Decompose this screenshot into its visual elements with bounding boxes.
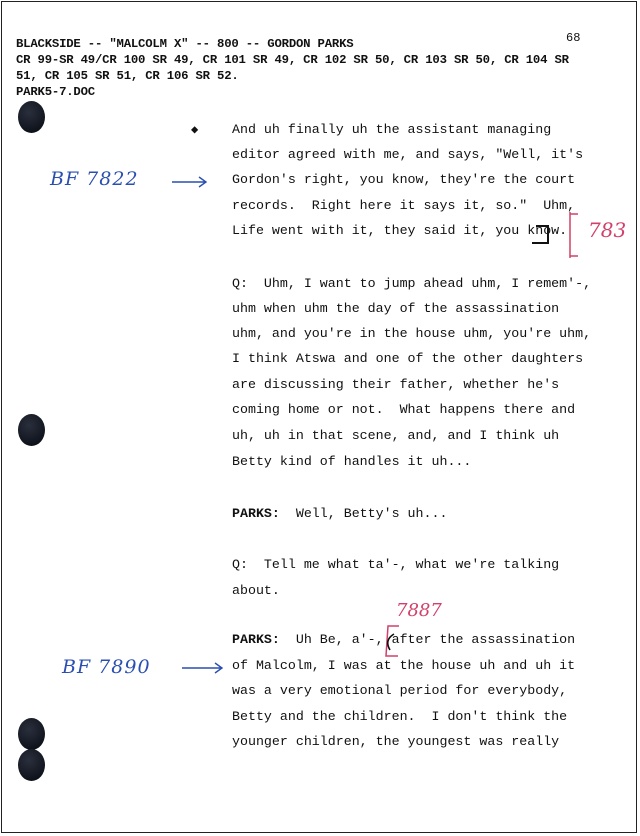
transcript-line: uh, uh in that scene, and, and I think uh [232, 428, 560, 443]
margin-note-bf-7890: BF 7890 [62, 656, 151, 678]
transcript-line: younger children, the youngest was really [232, 734, 560, 749]
header-cr-line-2: 51, CR 105 SR 51, CR 106 SR 52. [16, 69, 239, 83]
transcript-text: Uhm, I want to jump ahead uhm, I remem'-, [247, 276, 592, 291]
page-number: 68 [566, 31, 581, 45]
transcript-line: records. Right here it says it, so." Uhm, [232, 198, 576, 213]
start-bracket-mark [388, 634, 394, 650]
timecode-note-783: 783 [588, 218, 627, 242]
margin-note-bf-7822: BF 7822 [50, 168, 139, 190]
transcript-text: Well, Betty's uh... [279, 506, 448, 521]
speaker-label-parks: PARKS: [232, 632, 280, 647]
transcript-line: uhm when uhm the day of the assassination [232, 301, 560, 316]
transcript-line: uhm, and you're in the house uhm, you're uhm, [232, 326, 592, 341]
red-bracket-mark [570, 212, 578, 258]
speaker-label-parks: PARKS: [232, 506, 280, 521]
transcript-line: Life went with it, they said it, you know. [232, 223, 568, 238]
transcript-line: was a very emotional period for everybody, [232, 683, 568, 698]
transcript-line: And uh finally uh the assistant managing [232, 122, 552, 137]
timecode-note-7887: 7887 [396, 600, 442, 621]
header-filename: PARK5-7.DOC [16, 85, 95, 99]
arrow-right-icon [182, 663, 222, 673]
transcript-line: Betty and the children. I don't think the [232, 709, 568, 724]
transcript-line: editor agreed with me, and says, "Well, it's [232, 147, 584, 162]
transcript-line: Gordon's right, you know, they're the court [232, 172, 576, 187]
transcript-line: I think Atswa and one of the other daughters [232, 351, 584, 366]
transcript-line: of Malcolm, I was at the house uh and uh it [232, 658, 576, 673]
header-cr-line-1: CR 99-SR 49/CR 100 SR 49, CR 101 SR 49, CR 102 SR 50, CR 103 SR 50, CR 104 SR [16, 53, 569, 67]
transcript-text: Tell me what ta'-, what we're talking [247, 557, 560, 572]
transcript-text: Uh Be, a'-, after the assassination [279, 632, 576, 647]
bullet-mark: ◆ [191, 123, 199, 137]
arrow-right-icon [172, 177, 206, 187]
transcript-line: about. [232, 583, 280, 598]
transcript-line: Betty kind of handles it uh... [232, 454, 472, 469]
transcript-line: are discussing their father, whether he's [232, 377, 560, 392]
speaker-label-q: Q: [232, 557, 248, 572]
speaker-label-q: Q: [232, 276, 248, 291]
transcript-line: coming home or not. What happens there and [232, 402, 576, 417]
header-title-line: BLACKSIDE -- "MALCOLM X" -- 800 -- GORDON PARKS [16, 37, 354, 51]
end-bracket-mark [532, 226, 548, 243]
